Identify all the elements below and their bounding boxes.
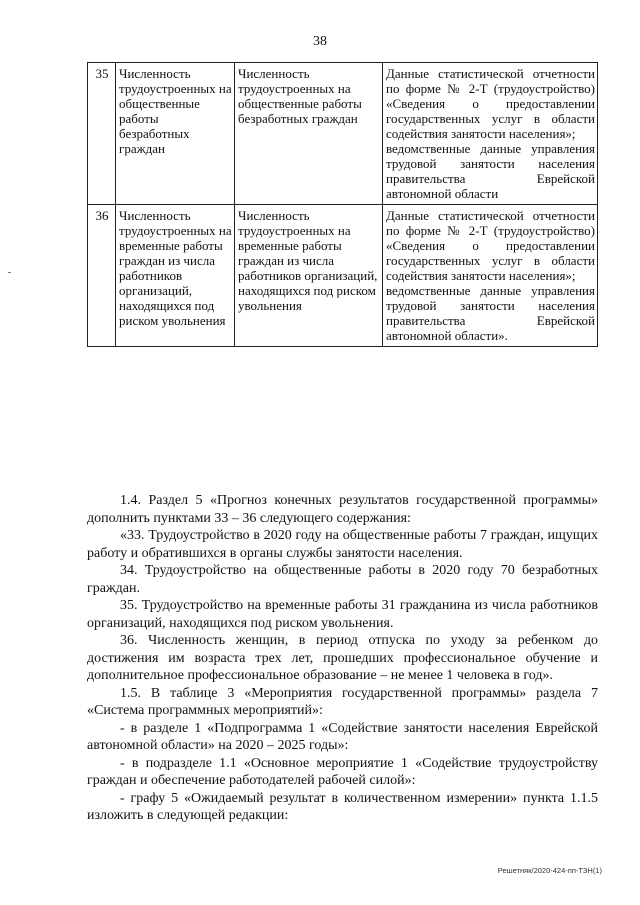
paragraph: 34. Трудоустройство на общественные работы в 2020 году 70 безработных граждан.: [87, 563, 598, 596]
paragraph: - в разделе 1 «Подпрограмма 1 «Содействие занятости населения Еврейской автономной области» на 2020 – 2025 годы»:: [87, 720, 598, 753]
table-row: [88, 205, 598, 347]
row-number: 36: [88, 205, 116, 347]
data-source: [383, 63, 598, 205]
paragraph: 36. Численность женщин, в период отпуска по уходу за ребенком до достижения им возраста трех лет, прошедших профессиональное обучение и дополнительное профессиональное образование – не менее 1 человека в год».: [87, 633, 598, 683]
indicator-definition: Численность трудоустроенных на общественные работы безработных граждан: [235, 63, 383, 205]
indicators-table: [87, 62, 598, 347]
paragraph: - графу 5 «Ожидаемый результат в количественном измерении» пункта 1.1.5 изложить в следующей редакции:: [87, 790, 598, 823]
paragraph: «33. Трудоустройство в 2020 году на общественные работы 7 граждан, ищущих работу и обратившихся в органы службы занятости населения.: [87, 528, 598, 561]
indicator-name: Численность трудоустроенных на общественные работы безработных граждан: [116, 63, 235, 205]
margin-mark: [8, 272, 11, 273]
data-source-part: ведомственные данные управления трудовой занятости населения правительства Еврейской автономной области: [386, 141, 595, 201]
document-reference: Решетняк/2020-424-пп-ТЗН(1): [497, 866, 602, 875]
data-source-part: Данные статистической отчетности по форме № 2-Т (трудоустройство) «Сведения о предоставлении государственных услуг в области содействия занятости населения»;: [386, 66, 595, 141]
paragraph: - в подразделе 1.1 «Основное мероприятие 1 «Содействие трудоустройству граждан и обеспечение работодателей рабочей силой»:: [87, 755, 598, 788]
page-number: 38: [313, 34, 327, 49]
table-row: [88, 63, 598, 205]
data-source: [383, 205, 598, 347]
data-source-part: Данные статистической отчетности по форме № 2-Т (трудоустройство) «Сведения о предоставлении государственных услуг в области содействия занятости населения»;: [386, 208, 595, 283]
data-source-part: ведомственные данные управления трудовой занятости населения правительства Еврейской автономной области».: [386, 283, 595, 343]
paragraph: 1.5. В таблице 3 «Мероприятия государственной программы» раздела 7 «Система программных мероприятий»:: [87, 685, 598, 718]
indicator-definition: Численность трудоустроенных на временные работы граждан из числа работников организаций, находящихся под риском увольнения: [235, 205, 383, 347]
row-number: 35: [88, 63, 116, 205]
paragraph: 35. Трудоустройство на временные работы 31 гражданина из числа работников организаций, находящихся под риском увольнения.: [87, 598, 598, 631]
indicator-name: Численность трудоустроенных на временные работы граждан из числа работников организаций, находящихся под риском увольнения: [116, 205, 235, 347]
body-text: [87, 492, 598, 825]
paragraph: 1.4. Раздел 5 «Прогноз конечных результатов государственной программы» дополнить пунктами 33 – 36 следующего содержания:: [87, 493, 598, 526]
